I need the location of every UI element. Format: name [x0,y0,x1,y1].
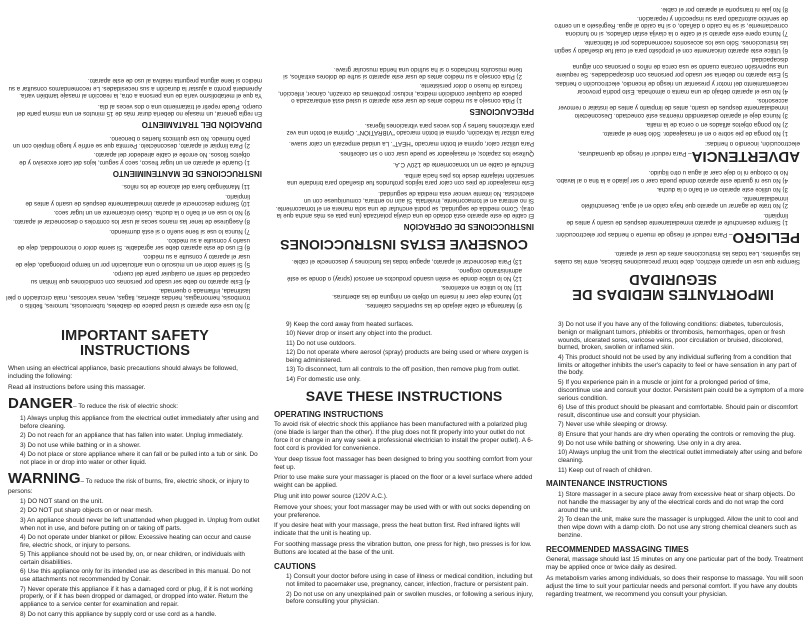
list-item: 5) Si siente dolor en un músculo o una articulación por un tiempo prolongado, deje de usar el aparato y consulte a su médico. [15,253,250,268]
es-advertencia-desc: – Para reducir el riesgo de quemaduras, electrocución, incendio o heridas: [577,140,800,158]
list-item: 8) Ensure that your hands are dry when operating the controls or removing the plug. [558,430,796,438]
es-peligro-desc: – Para reducir el riesgo de muerte o heridas por electrocución: [555,231,733,239]
list-item: 2) DO NOT put sharp objects on or near mesh. [20,507,153,515]
list-item: 12) Do not operate where aerosol (spray) products are being used or where oxygen is being administered. [286,349,529,365]
es-column-2 [270,0,542,315]
list-item: 6) Utilice este aparato únicamente con el propósito para el cual fue diseñado y según las instrucciones. Sólo use los accesorios recomendados por el fabricante. [554,39,788,54]
en-column-3 [538,315,808,630]
paragraph: Quítese los zapatos; el masajeador se puede usar con o sin calcetines. [338,150,534,158]
paragraph: Ya que el metabolismo varía de una persona a otra, la reacción al masaje también varía. Aprenderá pronto a ajustar la duración a sus necesidades. Le recomendamos consultar a su médico si tiene alguna pregunta relativa al uso de este aparato. [8,77,262,100]
paragraph: Para utilizar la vibración, oprima el botón marcado "VIBRATION". Oprima el botón una vez para vibraciones fuertes y dos veces para vibraciones ligeras. [286,121,534,137]
warning-line [8,470,262,496]
list-item: 8) Asegúrese de tener las manos secas al usar los controles o desconectar el aparato. [13,218,250,226]
cautions-heading: CAUTIONS [274,561,316,571]
list-item: 6) Use this appliance only for its intended use as described in this manual. Do not use attachments not recommended by Conair. [20,568,251,584]
list-item: 3) No use este aparato si usted padece de diabetes, tuberculosis, tumores, flebitis o trombosis, hemorragias, heridas abiertas, llagas, venas varicosas, mala circulación o piel lastimada, inflamada o quemada. [6,286,250,309]
paragraph: El cable de este aparato está dotado de una clavija polarizada (una pata es más ancha que la otra). Como medida de seguridad, se podrá enchufar de una sola manera en el tomacorriente. Si no entrara en el tomacorriente, inviértala. Si aún no entrara, comuníquese con un electricista. No intente vencer esta medida de seguridad. [275,189,534,220]
list-item: 1) Guarde el aparato en un lugar fresco, seco y seguro, lejos del calor excesivo y de objetos filosos. No enrolle el cable alrededor del aparato. [19,151,250,167]
es-column-1 [542,0,808,315]
danger-desc: – To reduce the risk of electric shock: [73,402,179,410]
list-item: 4) Do not place or store appliance where it can fall or be pulled into a tub or sink. Do not place in or drop into water or other liquid. [20,451,258,467]
paragraph: Para utilizar calor, oprima el botón marcado "HEAT". La unidad empezará un calor suave. [288,139,534,147]
cautions-list [274,573,534,606]
es-title: IMPORTANTES MEDIDAS DE SEGURIDAD [572,270,774,302]
list-item: 4) No use ni guarde este aparato donde pueda caer o ser jalado a la tina o al lavabo. No lo coloque ni lo deje caer al agua u otro líquido. [555,168,788,184]
warning-list [8,498,262,619]
warning-word: WARNING [8,469,81,487]
list-item: 3) An appliance should never be left unattended when plugged in. Unplug from outlet when not in use, and before putting on or taking off parts. [20,516,260,532]
list-item: 13) Para desconectar el aparato, apague todas las funciones y desconecte el cable. [291,257,522,265]
recommended-heading: RECOMMENDED MASSAGING TIMES [546,544,689,554]
list-item: 5) Este aparato no debería ser usado por personas con discapacidades. Se requiere una supervisión cercana cuando se usa cerca de niños o personas con alguna discapacidad. [556,55,788,78]
save-instructions-title: SAVE THESE INSTRUCTIONS [305,387,503,404]
list-item: 2) Pida consejo a su médico antes de usar este aparato si sufre de dolores extraños, si tiene músculos hinchados o si ha sufrido una herida muscular grave. [283,65,522,81]
list-item: 1) Consult your doctor before using in case of illness or medical condition, including but not limited to pacemaker use, pregnancy, cancer, infection, fracture or persistent pain. [286,573,533,589]
paragraph: To avoid risk of electric shock this appliance has been manufactured with a polarized plug (one blade is larger than the other). If the plug does not fit properly into your outlet do not force it or change in any way seek a professional electrician to install the proper outlet). A 6-foot cord is provided for convenience. [274,421,533,452]
danger-list [8,415,262,467]
list-item: 2) No trate de agarrar un aparato que haya caído en el agua. Desenchúfelo inmediatamente. [581,194,788,210]
list-item: 7) Nunca lo use si tiene sueño o si está durmiendo. [109,227,250,235]
en-title: IMPORTANT SAFETY INSTRUCTIONS [61,328,209,360]
list-item: 4) Do not operate under blanket or pillow. Excessive heating can occur and cause fire, electric shock, or injury to persons. [20,533,251,549]
list-item: 6) Use of this product should be pleasant and comfortable. Should pain or discomfort result, discontinue use and consult your physician. [558,403,798,419]
es-precauciones-heading: PRECAUCIONES [469,107,534,117]
list-item: 7) Never operate this appliance if it has a damaged cord or plug, if it is not working properly, or if it has been dropped or damaged, or dropped into water. Return the appliance to a service center for examination and repair. [20,585,253,609]
es-precauciones-list [274,65,534,104]
list-item: 6) El uso de este aparato debe ser agradable. Si siente dolor o incomodidad, deje de usarlo y consulte a su médico. [17,236,250,252]
es-advertencia-line [546,139,800,165]
es-mantenimiento-list [4,134,262,166]
es-peligro-word: PELIGRO [732,229,800,247]
list-item: 10) Never drop or insert any object into the product. [286,330,432,338]
es-col2-list [274,257,534,309]
list-item: 9) Do not use while bathing or showering. Use only in a dry area. [558,439,742,447]
es-intro: Siempre que use un aparato eléctrico, debe tomar precauciones básicas, entre las cuales las siguientes. Lea todas las instrucciones antes de usar el aparato. [554,250,800,265]
en-intro-2: Read all instructions before using this massager. [8,384,146,392]
paragraph: Plug unit into power source (120V A.C.). [274,492,388,500]
list-item: 11) Manténgalo fuera del alcance de los niños. [122,183,250,191]
list-item: 14) For domestic use only. [286,375,361,383]
maintenance-list [546,491,804,539]
list-item: 2) Do not reach for an appliance that has fallen into water. Unplug immediately. [20,432,243,440]
list-item: 11) Do not use outdoors. [286,339,356,347]
es-column-3 [0,0,270,315]
paragraph: If you desire heat with your massage, press the heat button first. Red infrared lights will indicate that the unit is heating up. [274,522,520,538]
list-item: 4) Este aparato no debe ser usado por personas con condiciones que limitan su capacidad de sentir en cualquier parte del cuerpo. [30,270,250,285]
list-item: 11) Keep out of reach of children. [558,466,653,474]
list-item: 1) Store massager in a secure place away from excessive heat or sharp objects. Do not handle the massager by any of the electrical cords and do not wrap the cord around the unit. [558,491,795,514]
paragraph: En regla general, un masaje no debería durar más de 15 minutos en una misma parte del cuerpo. Puede repetir el tratamiento una o dos veces al día. [16,102,262,118]
list-item: 11) No lo utilice en exteriores. [440,283,522,291]
list-item: 8) Do not carry this appliance by supply cord or use cord as a handle. [20,610,217,618]
warning-desc: – To reduce the risk of burns, fire, electric shock, or injury to persons: [8,477,250,496]
en-intro-1: When using an electrical appliance, basic precautions should always be followed, including the following: [8,365,238,381]
es-peligro-list [546,168,800,226]
danger-line [8,395,262,413]
es-save-title: CONSERVE ESTAS INSTRUCCIONES [280,237,528,254]
list-item: 3) No utilice este aparato en el baño o la ducha. [656,185,788,193]
paragraph: Este masajeador de pies con calor para tejidos profundos fue diseñado para brindarle una sensación relajante desde los pies hacia arriba. [287,171,534,187]
operating-heading: OPERATING INSTRUCTIONS [274,409,384,419]
list-item: 2) Para limpiar el aparato, desconéctelo. Permita que se enfríe y luego límpielo con un paño húmedo. No use químicos fuertes o benceno. [13,134,250,150]
danger-word: DANGER [8,394,74,412]
en-col2-list [274,321,534,384]
list-item: 9) Keep the cord away from heated surfaces. [286,321,414,328]
list-item: 3) Do not use if you have any of the following conditions: diabetes, tuberculosis, benign or malignant tumors, phlebitis or thrombosis, hemorrhages, open or fresh wounds, ulcerated sores, varicose veins, poor circulation or bruised, discolored, burned, broken, swollen or inflamed skin. [558,321,786,352]
list-item: 7) Nunca opere este aparato si el cable o la clavija están dañados, si no funciona correctamente, si se ha caído o dañado, o si ha caído al agua. Regréselo a un centro de servicio autorizado para su inspección y reparación. [554,14,788,37]
paragraph: Prior to use make sure your massager is placed on the floor or a level surface where added weight can be applied. [274,474,533,490]
paragraph: For soothing massage press the vibration button, one press for high, two presses is for low. Buttons are located at the base of the unit. [274,541,532,556]
list-item: 10) Always unplug the unit from the electrical outlet immediately after using and before cleaning. [558,449,803,465]
list-item: 9) Mantenga el cable alejado de las superficies calientes. [365,302,522,309]
english-section [0,315,808,630]
paragraph: Remove your shoes; your foot massager may be used with or with out socks depending on your preference. [274,503,531,519]
es-advertencia-list [546,5,800,137]
list-item: 4) No use el aparato debajo de una manta o almohada. Esto podría provocar recalentamiento del motor y presentar un riesgo de incendio, electrocución o heridas. [554,80,788,95]
list-item: 3) Nunca deje el aparato desatendido mientras esté conectado. Desconéctelo inmediatamente después de usarlo, antes de limpiarlo y antes de instalar o remover accesorios. [558,96,788,119]
paragraph: Your deep tissue foot massager has been designed to bring you soothing comfort from your feet up. [274,455,533,471]
list-item: 2) To clean the unit, make sure the massager is unplugged. Allow the unit to cool and then wipe down with a damp cloth. Do not use any strong chemical cleaners such as benzine. [558,516,799,539]
list-item: 5) This appliance should not be used by, on, or near children, or individuals with certain disabilities. [20,551,245,566]
list-item: 7) Never use while sleeping or drowsy. [558,421,668,429]
list-item: 8) No jale ni transporte el aparato por el cable. [660,5,788,13]
list-item: 1) Siempre desenchufe el aparato inmediatamente después de usarlo y antes de limpiarlo. [566,211,788,227]
list-item: 1) Pida consejo a su médico antes de usar este aparato si usted está embarazada o padece de cualquier condición médica, incluso: problemas de corazón, cáncer, infección, fractura de hueso o dolor persistente. [278,82,522,105]
list-item: 2) No ponga objetos afilados en o cerca de la malla. [645,121,788,129]
list-item: 2) Do not use on any unexplained pain or swollen muscles, or following a serious injury, before consulting your physician. [286,590,534,606]
list-item: 9) No lo use en el baño o la ducha. Úselo únicamente en un lugar seco. [53,209,250,217]
es-operacion-heading: INSTRUCCIONES DE OPERACIÓN [403,222,534,232]
en-column-1 [0,315,266,630]
es-peligro-line [546,228,800,246]
paragraph: Enchufe el cable en un tomacorriente de 120V C.A. [392,161,534,169]
es-advertencia-word: ADVERTENCIA [691,148,800,166]
es-mantenimiento-heading: INSTRUCCIONES DE MANTENIMIENTO [112,168,262,178]
list-item: 4) This product should not be used by any individual suffering from a condition that limits or altogether inhibits the user's capacity to feel or have sensation in any part of the body. [558,353,797,377]
list-item: 12) No lo utilice donde se estén usando productos en aerosol (spray) o donde se esté administrando oxígeno. [287,266,522,282]
list-item: 1) No ponga de pie sobre o en el masajeador. Sólo tiene el aparato. [602,130,788,138]
es-col3-list [4,183,262,309]
list-item: 1) DO NOT stand on the unit. [20,497,104,505]
list-item: 5) If you experience pain in a muscle or joint for a prolonged period of time, discontinue use and consult your doctor. Persistent pain could be a symptom of a more serious condition. [558,378,804,402]
list-item: 10) Nunca deje caer ni inserte un objeto en ninguna de las aberturas. [332,292,522,300]
list-item: 3) Do not use while bathing or in a shower. [20,441,141,449]
en-col3-list [546,321,804,474]
es-duracion-heading: DURACIÓN DEL TRATAMIENTO [141,120,262,130]
maintenance-heading: MAINTENANCE INSTRUCTIONS [546,479,668,489]
paragraph: General, massage should last 15 minutes on any one particular part of the body. Treatment may be applied once or twice daily as desired. [546,556,804,572]
list-item: 13) To disconnect, turn all controls to the off position, then remove plug from outlet. [286,366,520,374]
list-item: 10) Siempre desconecte el aparato inmediatamente después de usarlo y antes de limpiarlo. [25,192,250,208]
en-column-2 [266,315,538,630]
list-item: 1) Always unplug this appliance from the electrical outlet immediately after using and before cleaning. [20,415,259,430]
paragraph: As metabolism varies among individuals, so does their response to massage. You will soon adjust the time to suit your particular needs and personal comfort. If you have any doubts regarding treatment, we recommend you consult your physician. [546,574,804,598]
